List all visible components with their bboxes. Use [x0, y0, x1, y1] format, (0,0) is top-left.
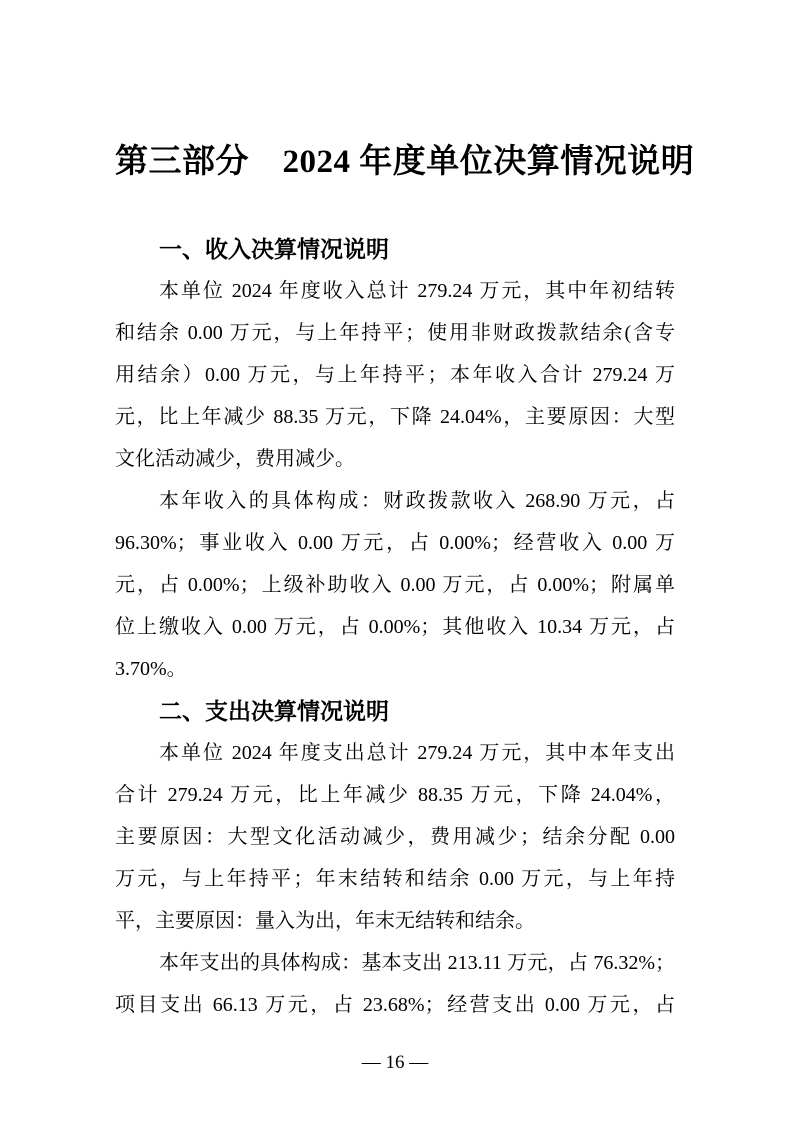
text-line: 本单位 2024 年度支出总计 279.24 万元，其中本年支出 [159, 742, 675, 764]
text-line: 元，占 0.00%；上级补助收入 0.00 万元，占 0.00%；附属单 [115, 574, 675, 596]
text-line: 主要原因：大型文化活动减少，费用减少；结余分配 0.00 [115, 826, 675, 848]
text-line: 文化活动减少，费用减少。 [115, 448, 355, 470]
section-expenditure-heading: 二、支出决算情况说明 [159, 698, 389, 724]
income-total-paragraph [115, 270, 675, 480]
text-line: 位上缴收入 0.00 万元，占 0.00%；其他收入 10.34 万元，占 [115, 616, 675, 638]
text-line: 3.70%。 [115, 658, 187, 680]
page-footer [115, 1048, 675, 1078]
text-line: 元，比上年减少 88.35 万元，下降 24.04%，主要原因：大型 [115, 406, 675, 428]
text-line: 万元，与上年持平；年末结转和结余 0.00 万元，与上年持 [115, 868, 675, 890]
text-line: 本单位 2024 年度收入总计 279.24 万元，其中年初结转 [159, 280, 675, 302]
text-line: 本年收入的具体构成：财政拨款收入 268.90 万元，占 [159, 490, 675, 512]
income-composition-paragraph [115, 480, 675, 690]
document-title: 第三部分 2024 年度单位决算情况说明 [115, 144, 695, 180]
text-line: 项目支出 66.13 万元，占 23.68%；经营支出 0.00 万元，占 [115, 994, 675, 1016]
expenditure-total-paragraph [115, 732, 675, 942]
text-line: 本年支出的具体构成：基本支出 213.11 万元，占 76.32%； [159, 952, 675, 974]
text-line: 平，主要原因：量入为出，年末无结转和结余。 [115, 910, 535, 932]
expenditure-composition-paragraph [115, 942, 675, 1026]
section-income-heading: 一、收入决算情况说明 [159, 236, 389, 262]
text-line: 96.30%；事业收入 0.00 万元，占 0.00%；经营收入 0.00 万 [115, 532, 675, 554]
page-number: — 16 — [361, 1052, 429, 1073]
text-line: 用结余）0.00 万元，与上年持平；本年收入合计 279.24 万 [115, 364, 675, 386]
text-line: 合计 279.24 万元，比上年减少 88.35 万元，下降 24.04%， [115, 784, 675, 806]
text-line: 和结余 0.00 万元，与上年持平；使用非财政拨款结余(含专 [115, 322, 675, 344]
